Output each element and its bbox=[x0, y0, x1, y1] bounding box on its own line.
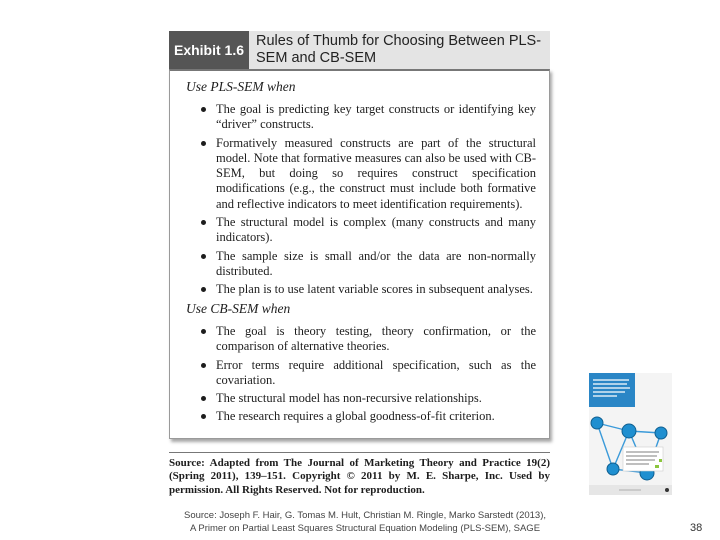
book-cover-image bbox=[589, 373, 672, 495]
list-item: The structural model is complex (many constructs and many indicators). bbox=[198, 215, 536, 246]
bullet-icon bbox=[201, 329, 206, 334]
slide-caption bbox=[150, 509, 580, 535]
caption-line-1: Source: Joseph F. Hair, G. Tomas M. Hult, Christian M. Ringle, Marko Sarstedt (2013), bbox=[183, 510, 547, 521]
cb-rule-list bbox=[198, 324, 536, 428]
exhibit-number: Exhibit 1.6 bbox=[169, 31, 249, 69]
divider bbox=[169, 452, 550, 453]
bullet-icon bbox=[201, 414, 206, 419]
list-item: The goal is theory testing, theory confirmation, or the comparison of alternative theories. bbox=[198, 324, 536, 355]
page-number: 38 bbox=[690, 522, 703, 534]
list-item: Formatively measured constructs are part of the structural model. Note that formative measures can also be used with CB-SEM, but doing so requires construct specification modifications (e.g., the construct must include both formative and reflective indicators to meet identification requirements). bbox=[198, 136, 536, 212]
exhibit-title: Rules of Thumb for Choosing Between PLS-SEM and CB-SEM bbox=[256, 33, 542, 66]
pls-rule-list bbox=[198, 102, 536, 301]
list-item: The structural model has non-recursive relationships. bbox=[198, 391, 536, 406]
exhibit-header bbox=[169, 31, 550, 69]
bullet-icon bbox=[201, 287, 206, 292]
pls-section-heading: Use PLS-SEM when bbox=[186, 79, 296, 94]
exhibit-source-note: Source: Adapted from The Journal of Marketing Theory and Practice 19(2) (Spring 2011), 139–151. Copyright © 2011 by M. E. Sharpe, Inc. Used by permission. All Rights Reserved. Not for reproduction. bbox=[169, 457, 550, 496]
cb-section-heading: Use CB-SEM when bbox=[186, 301, 291, 316]
bullet-icon bbox=[201, 254, 206, 259]
list-item: The plan is to use latent variable scores in subsequent analyses. bbox=[198, 282, 536, 297]
bullet-icon bbox=[201, 396, 206, 401]
bullet-icon bbox=[201, 141, 206, 146]
list-item: Error terms require additional specification, such as the covariation. bbox=[198, 358, 536, 389]
exhibit-box bbox=[169, 69, 550, 439]
bullet-icon bbox=[201, 107, 206, 112]
caption-line-2: A Primer on Partial Least Squares Structural Equation Modeling (PLS-SEM), SAGE bbox=[189, 523, 541, 534]
book-cover-network-graphic bbox=[589, 373, 672, 495]
list-item: The goal is predicting key target constructs or identifying key “driver” constructs. bbox=[198, 102, 536, 133]
list-item: The research requires a global goodness-of-fit criterion. bbox=[198, 409, 536, 424]
bullet-icon bbox=[201, 220, 206, 225]
list-item: The sample size is small and/or the data are non-normally distributed. bbox=[198, 249, 536, 280]
bullet-icon bbox=[201, 363, 206, 368]
